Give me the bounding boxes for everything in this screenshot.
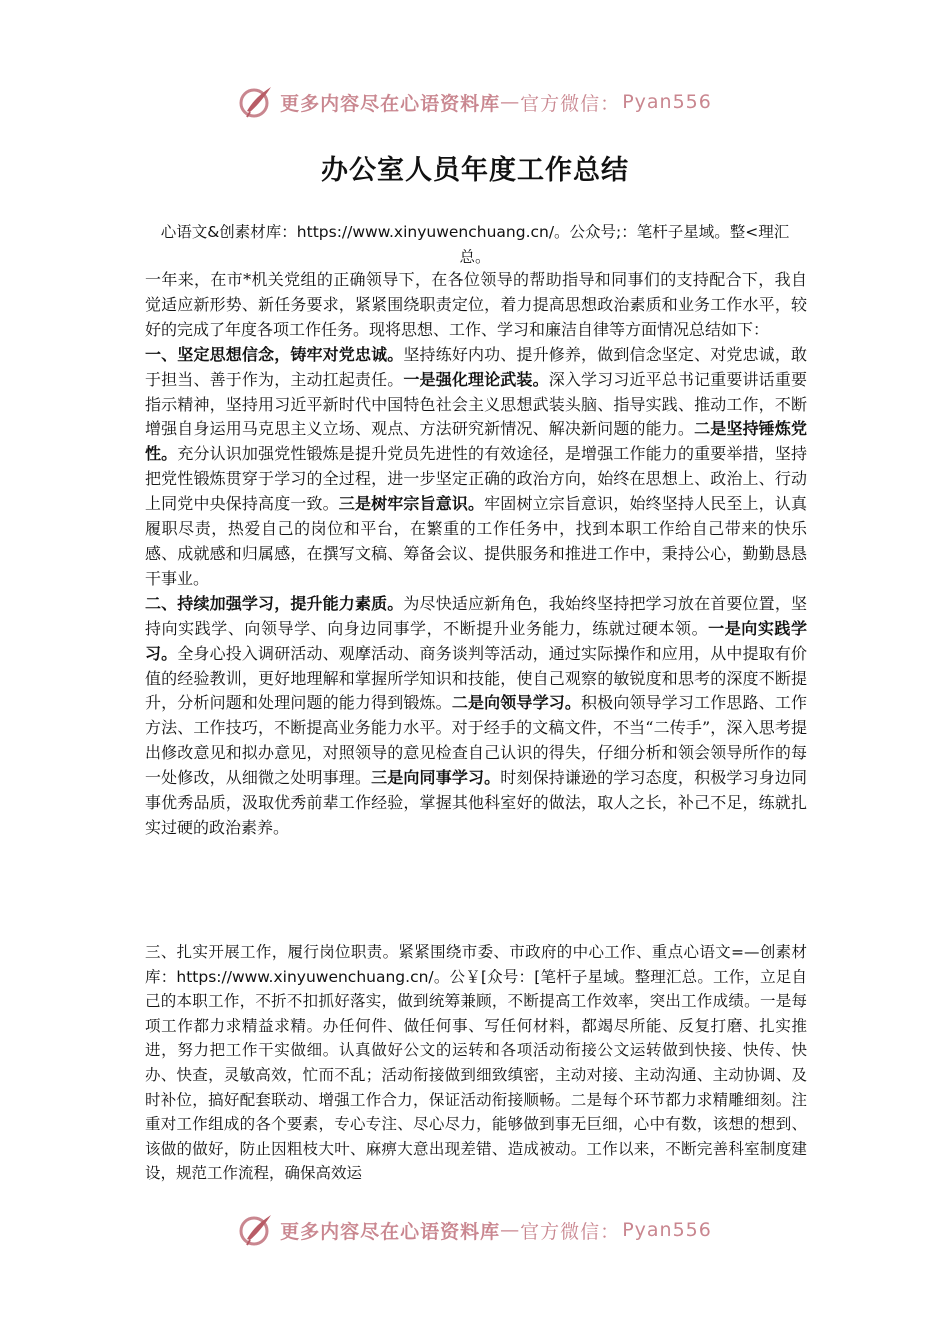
section-1-point-3: 三是树牢宗旨意识。 <box>338 494 485 514</box>
section-1-text-1: 坚持练好内功、提升修养，做到信念坚定、对党忠诚，敢于担当、善于作为，主动扛起责任。 <box>145 344 807 389</box>
banner-dash: — <box>500 1219 521 1241</box>
section-2-text-4: 时刻保持谦逊的学习态度，积极学习身边同事优秀品质，汲取优秀前辈工作经验，掌握其他科室好的做法，取人之长，补己不足，练就扎实过硬的政治素养。 <box>145 768 807 837</box>
banner-wechat-id: Pyan556 <box>622 91 712 113</box>
section-2-point-2: 二是向领导学习。 <box>451 693 582 713</box>
section-1-point-2: 二是坚持锤炼党性。 <box>145 419 807 464</box>
document-body <box>145 268 807 841</box>
source-note: 心语文&创素材库：https://www.xinyuwenchuang.cn/。公众号;：笔杆子星域。整<理汇总。 <box>160 223 790 266</box>
banner-dash: — <box>500 91 521 113</box>
quill-pen-seal-icon <box>238 1212 274 1248</box>
intro-paragraph: 一年来，在市*机关党组的正确领导下，在各位领导的帮助指导和同事们的支持配合下，我自觉适应新形势、新任务要求，紧紧围绕职责定位，着力提高思想政治素质和业务工作水平，较好的完成了年度各项工作任务。现将思想、工作、学习和廉洁自律等方面情况总结如下： <box>145 270 807 339</box>
section-1-text-3: 充分认识加强党性锻炼是提升党员先进性的有效途径，是增强工作能力的重要举措，坚持把党性锻炼贯穿于学习的全过程，进一步坚定正确的政治方向，始终在思想上、政治上、行动上同党中央保持高度一致。 <box>145 444 807 514</box>
section-2-text-3: 积极向领导学习工作思路、工作方法、工作技巧，不断提高业务能力水平。对于经手的文稿文件，不当“二传手”，深入思考提出修改意见和拟办意见，对照领导的意见检查自己认识的得失，仔细分析和领会领导所作的每一处修改，从细微之处明事理。 <box>145 693 807 788</box>
section-2-point-1: 一是向实践学习。 <box>145 618 807 663</box>
section-3-paragraph: 三、扎实开展工作，履行岗位职责。紧紧围绕市委、市政府的中心工作、重点心语文=—创素材库：https://www.xinyuwenchuang.cn/。公￥[众号：[笔杆子星域。整理汇总。工作，立足自己的本职工作，不折不扣抓好落实，做到统筹兼顾，不断提高工作效率，突出工作成绩。一是每项工作都力求精益求精。办任何件、做任何事、写任何材料，都竭尽所能、反复打磨、扎实推进，努力把工作干实做细。认真做好公文的运转和各项活动衔接公文运转做到快接、快传、快办、快查，灵敏高效，忙而不乱；活动衔接做到细致缜密，主动对接、主动沟通、主动协调、及时补位，搞好配套联动、增强工作合力，保证活动衔接顺畅。二是每个环节都力求精雕细刻。注重对工作组成的各个要素，专心专注、尽心尽力，能够做到事无巨细，心中有数，该想的想到、该做的做好，防止因粗枝大叶、麻痹大意出现差错、造成被动。工作以来，不断完善科室制度建设，规范工作流程，确保高效运 <box>145 943 807 1183</box>
section-2-point-3: 三是向同事学习。 <box>371 768 501 788</box>
section-1-paragraph <box>145 343 807 592</box>
banner-brand: 更多内容尽在心语资料库 <box>280 92 501 115</box>
footer-banner <box>0 1208 950 1252</box>
banner-brand: 更多内容尽在心语资料库 <box>280 1220 501 1243</box>
section-2-paragraph <box>145 592 807 841</box>
banner-label: 官方微信： <box>520 92 621 115</box>
quill-pen-seal-icon <box>238 84 274 120</box>
section-1-text-2: 深入学习习近平总书记重要讲话重要指示精神，坚持用习近平新时代中国特色社会主义思想武装头脑、指导实践、推动工作，不断增强自身运用马克思主义立场、观点、方法研究新情况、解决新问题的能力。 <box>145 369 807 439</box>
section-2-heading: 二、持续加强学习，提升能力素质。 <box>145 593 404 613</box>
section-1-point-1: 一是强化理论武装。 <box>403 369 549 389</box>
section-2-text-2: 全身心投入调研活动、观摩活动、商务谈判等活动，通过实际操作和应用，从中提取有价值的经验教训，更好地理解和掌握所学知识和技能，使自己观察的敏锐度和思考的深度不断提升，分析问题和处理问题的能力得到锻炼。 <box>145 643 807 713</box>
banner-wechat-id: Pyan556 <box>622 1219 712 1241</box>
banner-label: 官方微信： <box>520 1220 621 1243</box>
document-title: 办公室人员年度工作总结 <box>321 155 629 186</box>
section-1-heading: 一、坚定思想信念，铸牢对党忠诚。 <box>145 344 404 364</box>
header-banner <box>0 80 950 124</box>
section-2-text-1: 为尽快适应新角色，我始终坚持把学习放在首要位置，坚持向实践学、向领导学、向身边同事学，不断提升业务能力，练就过硬本领。 <box>145 593 807 638</box>
section-1-text-4: 牢固树立宗旨意识，始终坚持人民至上，认真履职尽责，热爱自己的岗位和平台，在繁重的工作任务中，找到本职工作给自己带来的快乐感、成就感和归属感，在撰写文稿、筹备会议、提供服务和推进工作中，秉持公心，勤勤恳恳干事业。 <box>145 494 807 588</box>
